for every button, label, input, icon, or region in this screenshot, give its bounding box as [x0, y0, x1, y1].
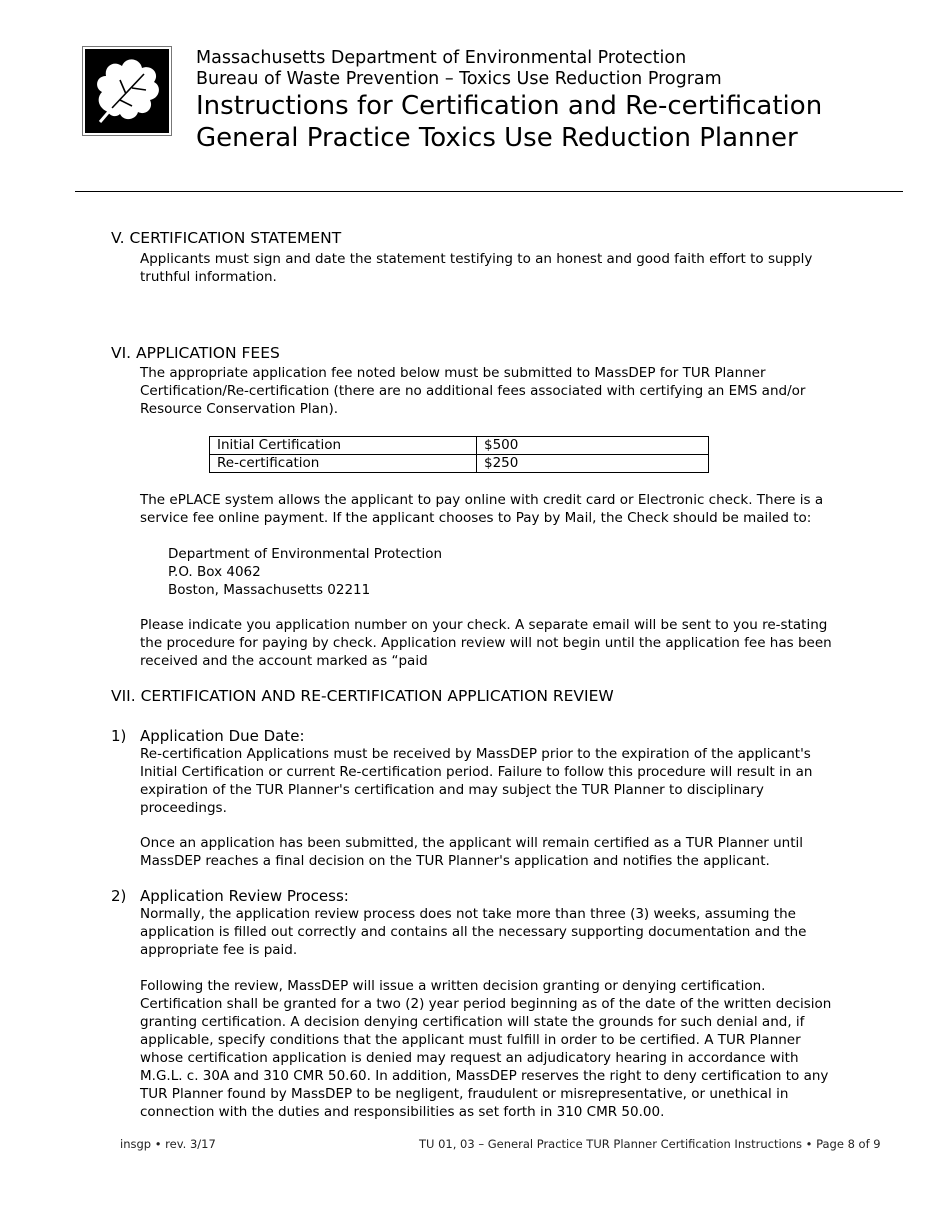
fee-amount: $500 [477, 437, 709, 455]
fee-amount: $250 [477, 455, 709, 473]
item-1-paragraph-2: Once an application has been submitted, the applicant will remain certified as a TUR Planner until MassDEP reaches a final decision on the TUR Planner's application and notifies the applicant. [140, 835, 804, 869]
massdep-oak-leaf-logo [85, 49, 169, 133]
item-2-number: 2) [111, 887, 127, 905]
footer-page-info: TU 01, 03 – General Practice TUR Planner Certification Instructions • Page 8 of 9 [419, 1137, 881, 1151]
address-line: P.O. Box 4062 [168, 564, 261, 580]
document-title: Instructions for Certification and Re-certification [196, 91, 823, 121]
document-header [196, 48, 822, 154]
bureau-name: Bureau of Waste Prevention – Toxics Use Reduction Program [196, 69, 722, 89]
fees-table [209, 436, 709, 473]
mailing-address [168, 545, 568, 599]
document-subtitle: General Practice Toxics Use Reduction Planner [196, 123, 798, 153]
section-vi-heading: VI. APPLICATION FEES [111, 344, 280, 362]
item-1-number: 1) [111, 727, 127, 745]
oak-leaf-icon [86, 50, 168, 132]
check-note-text: Please indicate you application number on your check. A separate email will be sent to you re-stating the procedure for paying by check. Application review will not begin until the application fee has been received and the account marked as “paid [140, 617, 832, 669]
agency-name: Massachusetts Department of Environmental Protection [196, 48, 687, 68]
footer-revision: insgp • rev. 3/17 [120, 1137, 216, 1151]
fee-label: Initial Certification [210, 437, 477, 455]
address-line: Boston, Massachusetts 02211 [168, 582, 371, 598]
item-2-paragraph-2: Following the review, MassDEP will issue a written decision granting or denying certification. Certification shall be granted for a two (2) year period beginning as of the date of the written decision granting certification. A decision denying certification will state the grounds for such denial and, if applicable, specify conditions that the applicant must fulfill in order to be certified. A TUR Planner whose certification application is denied may request an adjudicatory hearing in accordance with M.G.L. c. 30A and 310 CMR 50.60. In addition, MassDEP reserves the right to deny certification to any TUR Planner found by MassDEP to be negligent, fraudulent or misrepresentative, or unethical in connection with the duties and responsibilities as set forth in 310 CMR 50.00. [140, 978, 832, 1120]
item-1-paragraph-1: Re-certification Applications must be received by MassDEP prior to the expiration of the applicant's Initial Certification or current Re-certification period. Failure to follow this procedure will result in an expiration of the TUR Planner's certification and may subject the TUR Planner to disciplinary proceedings. [140, 746, 813, 816]
section-vii-heading: VII. CERTIFICATION AND RE-CERTIFICATION APPLICATION REVIEW [111, 687, 614, 705]
item-1-title: Application Due Date: [140, 727, 305, 745]
item-2-paragraph-1: Normally, the application review process does not take more than three (3) weeks, assuming the application is filled out correctly and contains all the necessary supporting documentation and the appropriate fee is paid. [140, 906, 807, 958]
section-vi-intro: The appropriate application fee noted below must be submitted to MassDEP for TUR Planner Certification/Re-certification (there are no additional fees associated with certifying an EMS and/or Resource Conservation Plan). [140, 365, 806, 417]
address-line: Department of Environmental Protection [168, 546, 443, 562]
section-v-text: Applicants must sign and date the statement testifying to an honest and good faith effort to supply truthful information. [140, 251, 813, 285]
fee-label: Re-certification [210, 455, 477, 473]
header-divider [75, 191, 903, 192]
section-v-heading: V. CERTIFICATION STATEMENT [111, 229, 342, 247]
item-2-title: Application Review Process: [140, 887, 349, 905]
table-row [210, 437, 709, 455]
table-row [210, 455, 709, 473]
eplace-payment-text: The ePLACE system allows the applicant to pay online with credit card or Electronic check. There is a service fee online payment. If the applicant chooses to Pay by Mail, the Check should be mailed to: [140, 492, 824, 526]
